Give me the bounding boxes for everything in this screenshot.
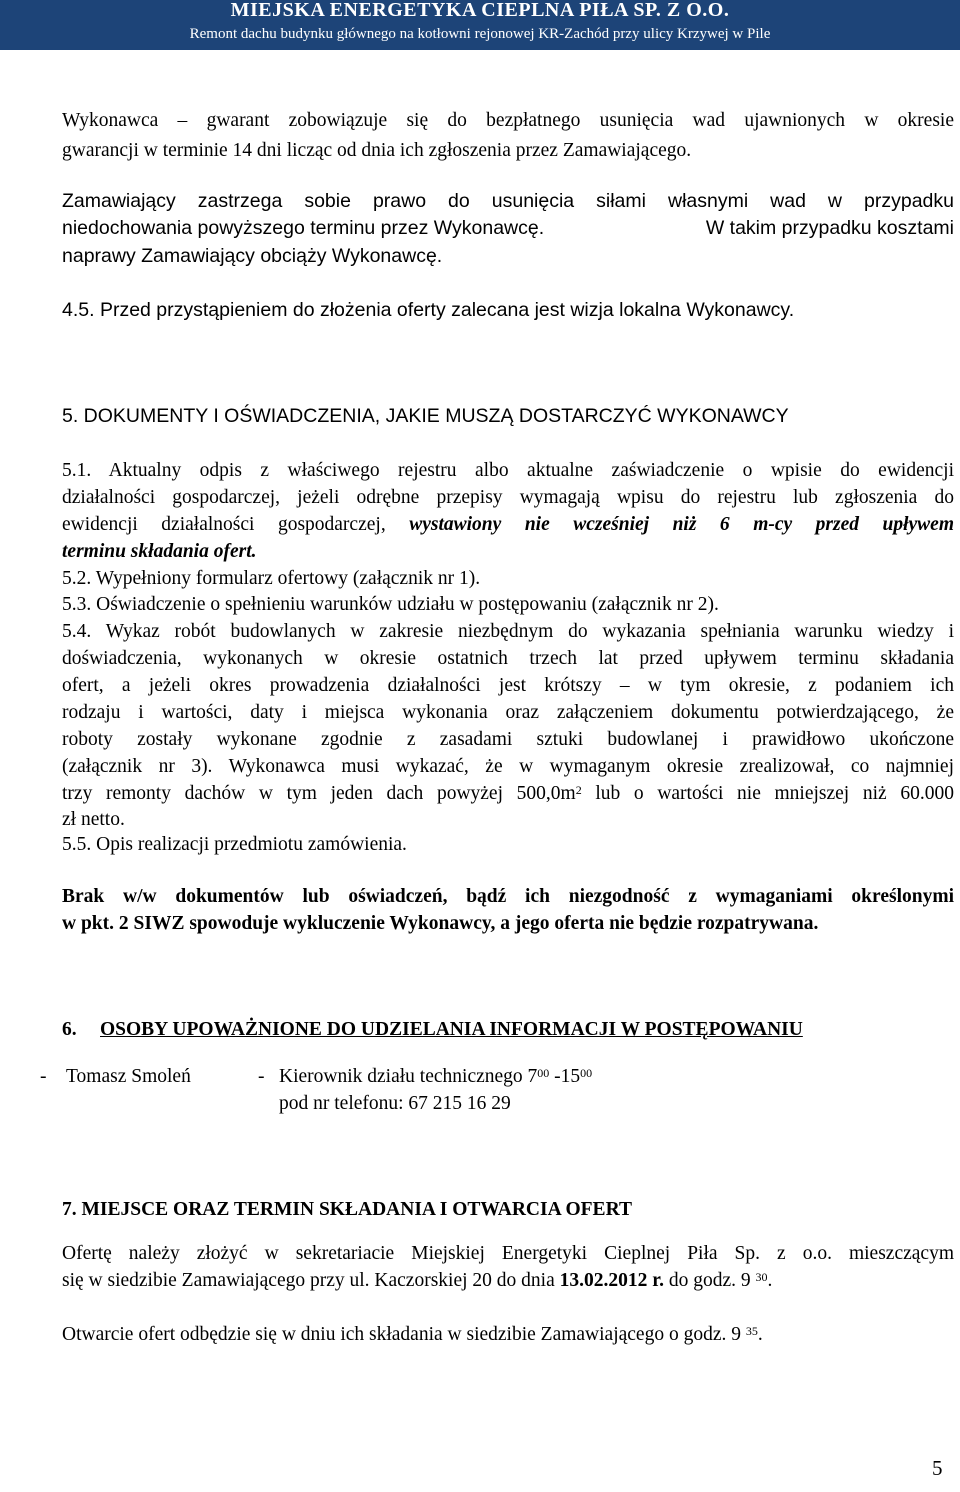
para1-line1: Wykonawca – gwarant zobowiązuje się do bezpłatnego usunięcia wad ujawnionych w okresie <box>62 110 954 131</box>
section7-p1-line1: Ofertę należy złożyć w sekretariacie Miejskiej Energetyki Cieplnej Piła Sp. z o.o. mieszczącym <box>62 1243 954 1264</box>
item-4-5: 4.5. Przed przystąpieniem do złożenia oferty zalecana jest wizja lokalna Wykonawcy. <box>62 299 795 321</box>
section7-p2-sup: 35 <box>745 1324 758 1338</box>
document-header <box>0 0 960 50</box>
item-5-4-line2: doświadczenia, wykonanych w okresie ostatnich trzech lat przed upływem terminu składania <box>62 648 954 669</box>
item-5-4-line8: zł netto. <box>62 809 125 830</box>
contact-role-text: Kierownik działu technicznego 7 <box>279 1066 538 1087</box>
item-5-4-line7 <box>62 781 954 807</box>
item-5-4-line7-b: lub o wartości nie mniejszej niż 60.000 <box>581 783 954 804</box>
item-5-1-line4: terminu składania ofert. <box>62 541 257 562</box>
item-5-4-line5: roboty zostały wykonane zgodnie z zasadami sztuki budowlanej i prawidłowo ukończone <box>62 729 954 750</box>
contact-role <box>279 1064 592 1090</box>
contact-hours-end-sup: 00 <box>580 1066 593 1080</box>
item-5-5: 5.5. Opis realizacji przedmiotu zamówienia. <box>62 834 407 855</box>
section7-p1-line2 <box>62 1268 772 1294</box>
section7-p2-text: Otwarcie ofert odbędzie się w dniu ich składania w siedzibie Zamawiającego o godz. 9 <box>62 1324 741 1345</box>
warning-line1: Brak w/w dokumentów lub oświadczeń, bądź ich niezgodność z wymaganiami określonymi <box>62 886 954 907</box>
item-5-4-line1: 5.4. Wykaz robót budowlanych w zakresie niezbędnym do wykazania spełniania warunku wiedzy i <box>62 621 954 642</box>
item-5-4-line3: ofert, a jeżeli okres prowadzenia działalności jest krótszy – w tym okresie, z podaniem ich <box>62 675 954 696</box>
item-5-1-line2: działalności gospodarczej, jeżeli odrębne przepisy wymagają wpisu do rejestru lub zgłoszenia do <box>62 487 954 508</box>
item-5-3: 5.3. Oświadczenie o spełnieniu warunków udziału w postępowaniu (załącznik nr 2). <box>62 594 719 615</box>
section7-deadline-date: 13.02.2012 r. <box>559 1270 664 1291</box>
item-5-1-line3-text: ewidencji działalności gospodarczej, <box>62 514 386 535</box>
item-5-1-line1: 5.1. Aktualny odpis z właściwego rejestru albo aktualne zaświadczenie o wpisie do ewidencji <box>62 460 954 481</box>
section7-p1-line2-a: się w siedzibie Zamawiającego przy ul. Kaczorskiej 20 do dnia <box>62 1270 555 1291</box>
item-5-4-line4: rodzaju i wartości, daty i miejsca wykonania oraz załączeniem dokumentu potwierdzającego, że <box>62 702 954 723</box>
item-5-1-line3 <box>62 512 954 538</box>
para2-line2 <box>62 215 954 241</box>
contact-hours-sep: -15 <box>549 1066 581 1087</box>
section7-heading: 7. MIEJSCE ORAZ TERMIN SKŁADANIA I OTWARCIA OFERT <box>62 1199 632 1220</box>
section7-p2 <box>62 1322 763 1348</box>
item-5-4-line7-sup: 2 <box>575 783 582 797</box>
para1-line2: gwarancji w terminie 14 dni licząc od dnia ich zgłoszenia przez Zamawiającego. <box>62 140 692 161</box>
contact-dash-2: - <box>258 1066 265 1087</box>
section7-p1-end: . <box>767 1270 773 1291</box>
section7-p1-sup: 30 <box>755 1270 768 1284</box>
section6-number: 6. <box>62 1019 77 1040</box>
para2-line1: Zamawiający zastrzega sobie prawo do usunięcia siłami własnymi wad w przypadku <box>62 190 954 212</box>
para2-line2-end: W takim przypadku kosztami <box>705 217 954 239</box>
item-5-4-line6: (załącznik nr 3). Wykonawca musi wykazać, że w wymaganym okresie zrealizował, co najmniej <box>62 756 954 777</box>
para2-line2-text: niedochowania powyższego terminu przez Wykonawcę. <box>62 217 545 239</box>
section6-heading: OSOBY UPOWAŻNIONE DO UDZIELANIA INFORMACJI W POSTĘPOWANIU <box>100 1019 803 1040</box>
page-number: 5 <box>932 1456 943 1480</box>
header-subtitle: Remont dachu budynku głównego na kotłowni rejonowej KR-Zachód przy ulicy Krzywej w Pile <box>189 26 771 42</box>
contact-dash-1: - <box>40 1066 47 1087</box>
header-title: MIEJSKA ENERGETYKA CIEPLNA PIŁA SP. Z O.O. <box>230 0 730 21</box>
contact-person: Tomasz Smoleń <box>66 1066 191 1087</box>
section7-p1-line2-b: do godz. 9 <box>664 1270 751 1291</box>
item-5-2: 5.2. Wypełniony formularz ofertowy (załącznik nr 1). <box>62 568 481 589</box>
item-5-1-deadline: wystawiony nie wcześniej niż 6 m-cy przed upływem <box>409 514 955 535</box>
contact-phone: pod nr telefonu: 67 215 16 29 <box>279 1093 511 1114</box>
contact-hours-start-sup: 00 <box>537 1066 550 1080</box>
para2-line3: naprawy Zamawiający obciąży Wykonawcę. <box>62 245 443 267</box>
section5-heading: 5. DOKUMENTY I OŚWIADCZENIA, JAKIE MUSZĄ DOSTARCZYĆ WYKONAWCY <box>62 405 789 427</box>
warning-line2: w pkt. 2 SIWZ spowoduje wykluczenie Wykonawcy, a jego oferta nie będzie rozpatrywana. <box>62 913 819 934</box>
item-5-4-line7-a: trzy remonty dachów w tym jeden dach powyżej 500,0m <box>62 783 576 804</box>
section7-p2-end: . <box>757 1324 763 1345</box>
